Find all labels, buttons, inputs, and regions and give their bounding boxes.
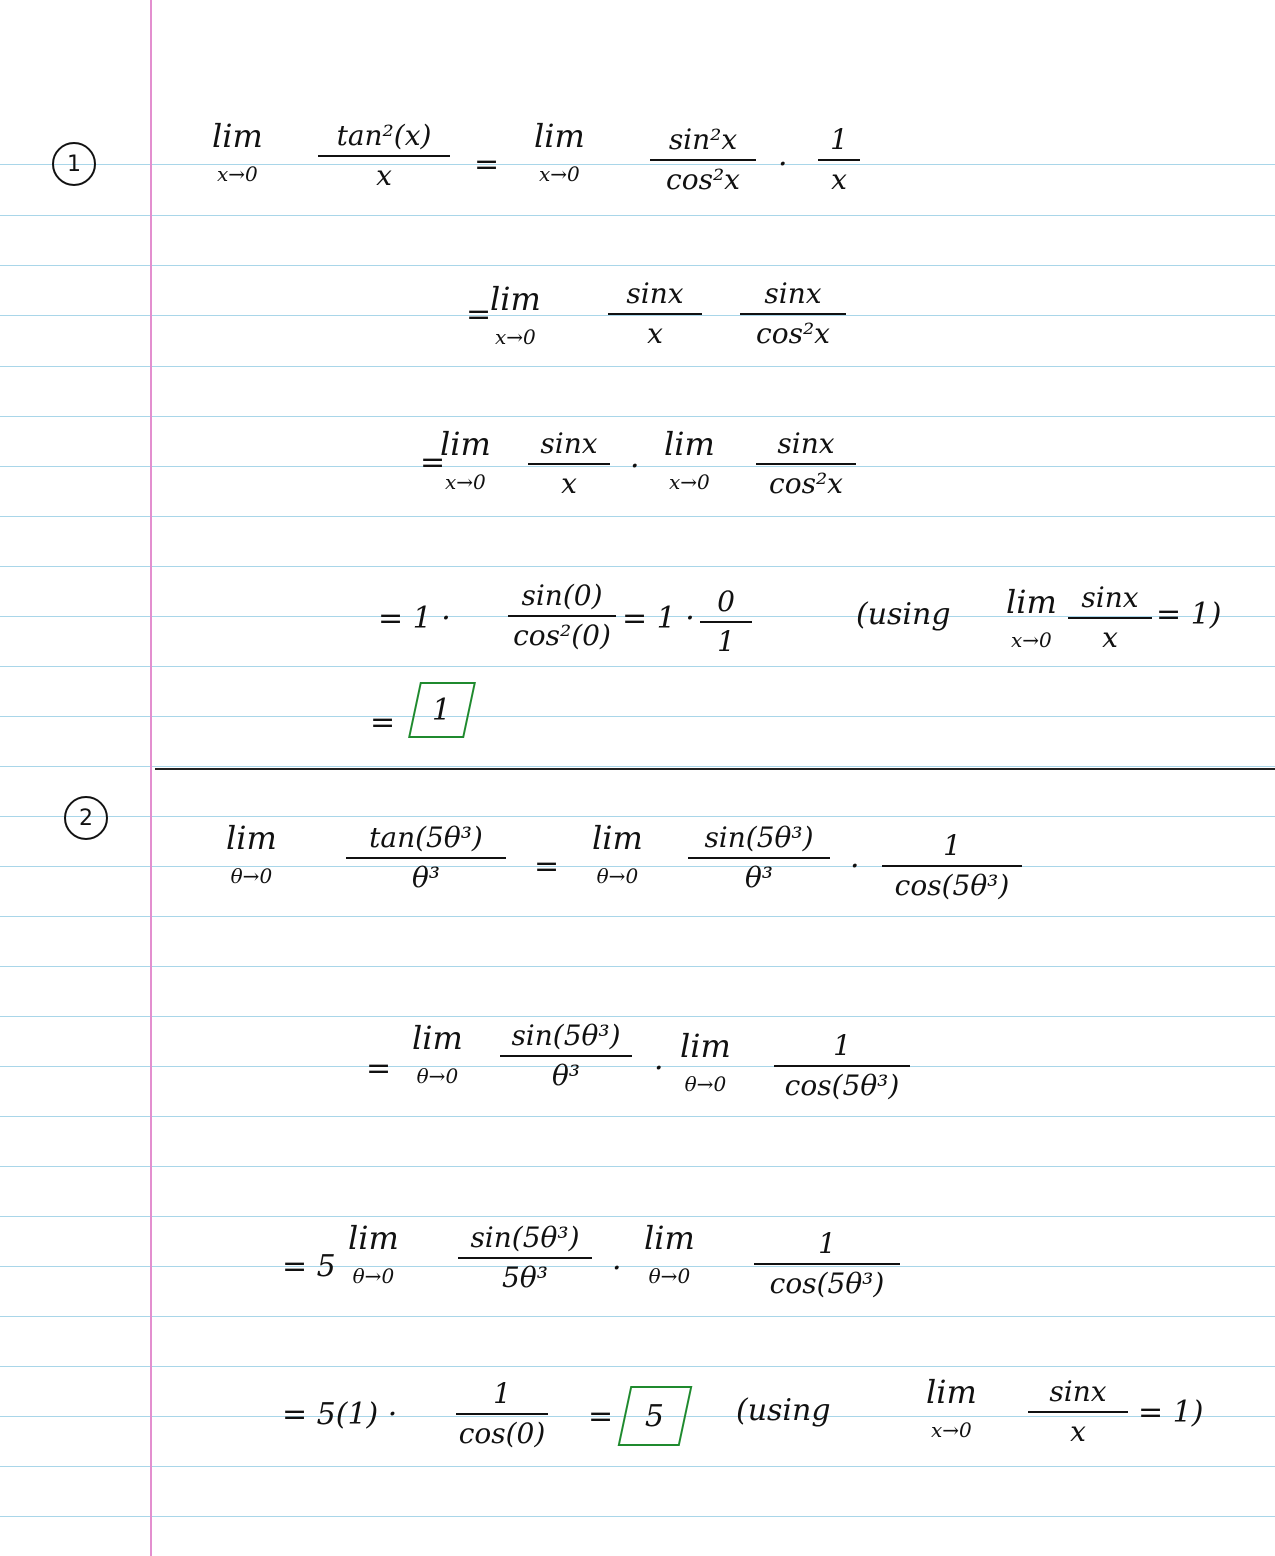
denominator: x xyxy=(831,163,847,197)
fraction-bar xyxy=(1028,1411,1128,1413)
lim-word: lim xyxy=(926,1373,977,1411)
numerator: sin(5θ³) xyxy=(704,821,814,854)
denominator: cos²(0) xyxy=(513,619,611,653)
answer-value: 5 xyxy=(645,1398,665,1434)
p2-l1-fraction xyxy=(346,822,506,894)
ruled-line xyxy=(0,966,1275,967)
lim-subscript: x→0 xyxy=(495,325,536,349)
ruled-line xyxy=(0,566,1275,567)
p2-l4-fraction xyxy=(456,1378,548,1450)
denominator: x xyxy=(1070,1415,1086,1449)
equals-sign: = xyxy=(420,445,446,480)
problem-1-number: 1 xyxy=(52,142,96,186)
p2-l2-lim xyxy=(412,1019,463,1088)
p1-l1-fraction3 xyxy=(818,124,860,196)
numerator: 1 xyxy=(493,1377,511,1410)
note-fraction xyxy=(1028,1376,1128,1448)
numerator: sinx xyxy=(1049,1375,1107,1408)
p1-l3-lim2 xyxy=(664,425,715,494)
fraction-bar xyxy=(346,857,506,859)
lim-word: lim xyxy=(664,425,715,463)
margin-line xyxy=(150,0,152,1556)
fraction-bar xyxy=(688,857,830,859)
numerator: tan(5θ³) xyxy=(369,821,483,854)
p2-l1-lim2 xyxy=(592,819,643,888)
ruled-line xyxy=(0,716,1275,717)
dot: · xyxy=(778,147,788,182)
ruled-line xyxy=(0,164,1275,165)
lim-subscript: x→0 xyxy=(539,162,580,186)
denominator: x xyxy=(1102,621,1118,655)
numerator: 1 xyxy=(833,1029,851,1062)
denominator: x xyxy=(647,317,663,351)
ruled-line xyxy=(0,265,1275,266)
ruled-line xyxy=(0,666,1275,667)
fraction-bar xyxy=(818,159,860,161)
note-lim xyxy=(1006,583,1057,652)
fraction-bar xyxy=(608,313,702,315)
lim-word: lim xyxy=(644,1219,695,1257)
ruled-line xyxy=(0,1216,1275,1217)
ruled-line xyxy=(0,766,1275,767)
numerator: sin(5θ³) xyxy=(511,1019,621,1052)
ruled-line xyxy=(0,416,1275,417)
note-fraction xyxy=(1068,582,1152,654)
numerator: 1 xyxy=(943,829,961,862)
numerator: sinx xyxy=(626,277,684,310)
note-open: (using xyxy=(856,597,951,632)
ruled-line xyxy=(0,215,1275,216)
equals-sign: = xyxy=(474,147,500,182)
denominator: cos(5θ³) xyxy=(784,1069,900,1103)
equals-one-dot: = 1 · xyxy=(622,601,695,636)
denominator: cos²x xyxy=(769,467,843,501)
equals-one-dot: = 1 · xyxy=(378,601,451,636)
fraction-bar xyxy=(528,463,610,465)
denominator: x xyxy=(561,467,577,501)
ruled-line xyxy=(0,916,1275,917)
lim-subscript: θ→0 xyxy=(648,1264,691,1288)
note-open: (using xyxy=(736,1393,831,1428)
p1-l3-fraction xyxy=(528,428,610,500)
ruled-line xyxy=(0,1116,1275,1117)
ruled-line xyxy=(0,1016,1275,1017)
ruled-line xyxy=(0,1166,1275,1167)
p1-l2-fraction2 xyxy=(740,278,846,350)
p1-l4-fraction xyxy=(508,580,616,652)
ruled-line xyxy=(0,1266,1275,1267)
p1-l1-lim xyxy=(212,117,263,186)
lim-word: lim xyxy=(440,425,491,463)
numerator: sin(5θ³) xyxy=(470,1221,580,1254)
denominator: 1 xyxy=(717,625,735,659)
fraction-bar xyxy=(500,1055,632,1057)
lim-subscript: θ→0 xyxy=(230,864,273,888)
denominator: x xyxy=(376,159,392,193)
lim-word: lim xyxy=(490,280,541,318)
fraction-bar xyxy=(650,159,756,161)
lim-word: lim xyxy=(212,117,263,155)
lim-word: lim xyxy=(412,1019,463,1057)
note-close: = 1) xyxy=(1156,597,1222,632)
lim-subscript: x→0 xyxy=(445,470,486,494)
dot: · xyxy=(630,449,640,484)
p2-l3-fraction xyxy=(458,1222,592,1294)
ruled-line xyxy=(0,1316,1275,1317)
p2-l1-fraction3 xyxy=(882,830,1022,902)
fraction-bar xyxy=(774,1065,910,1067)
denominator: cos²x xyxy=(666,163,740,197)
dot: · xyxy=(654,1051,664,1086)
p1-l1-fraction xyxy=(318,120,450,192)
ruled-line xyxy=(0,1516,1275,1517)
p2-l2-fraction xyxy=(500,1020,632,1092)
fraction-bar xyxy=(740,313,846,315)
dot: · xyxy=(612,1251,622,1286)
ruled-line xyxy=(0,1366,1275,1367)
p2-l1-lim xyxy=(226,819,277,888)
equals-sign: = xyxy=(534,849,560,884)
denominator: θ³ xyxy=(551,1059,581,1093)
p2-l3-lim2 xyxy=(644,1219,695,1288)
numerator: 0 xyxy=(717,585,735,618)
equals-five: = 5 xyxy=(282,1249,336,1284)
fraction-bar xyxy=(1068,617,1152,619)
p1-l1-lim2 xyxy=(534,117,585,186)
denominator: 5θ³ xyxy=(502,1261,548,1295)
numerator: 1 xyxy=(830,123,848,156)
lim-subscript: x→0 xyxy=(1011,628,1052,652)
numerator: tan²(x) xyxy=(336,119,432,152)
numerator: 1 xyxy=(818,1227,836,1260)
equals-sign: = xyxy=(366,1051,392,1086)
p2-l3-fraction2 xyxy=(754,1228,900,1300)
numerator: sin²x xyxy=(668,123,738,156)
fraction-bar xyxy=(700,621,752,623)
p1-l4-fraction2 xyxy=(700,586,752,658)
equals-sign: = xyxy=(588,1399,614,1434)
answer-box xyxy=(618,1386,693,1446)
numerator: sinx xyxy=(777,427,835,460)
denominator: θ³ xyxy=(744,861,774,895)
denominator: θ³ xyxy=(411,861,441,895)
lim-word: lim xyxy=(348,1219,399,1257)
answer-box xyxy=(408,682,476,738)
fraction-bar xyxy=(756,463,856,465)
ruled-line xyxy=(0,516,1275,517)
fraction-bar xyxy=(882,865,1022,867)
equals-sign: = xyxy=(370,705,396,740)
p2-l3-lim xyxy=(348,1219,399,1288)
numerator: sinx xyxy=(540,427,598,460)
p1-l3-lim xyxy=(440,425,491,494)
fraction-bar xyxy=(754,1263,900,1265)
numerator: sinx xyxy=(764,277,822,310)
fraction-bar xyxy=(508,615,616,617)
lim-word: lim xyxy=(592,819,643,857)
p2-l2-lim2 xyxy=(680,1027,731,1096)
ruled-line xyxy=(0,816,1275,817)
lim-word: lim xyxy=(680,1027,731,1065)
equals-five-dot: = 5(1) · xyxy=(282,1397,398,1432)
answer-value: 1 xyxy=(432,692,452,728)
lim-subscript: x→0 xyxy=(931,1418,972,1442)
lim-subscript: θ→0 xyxy=(684,1072,727,1096)
denominator: cos(0) xyxy=(458,1417,546,1451)
lim-word: lim xyxy=(534,117,585,155)
section-divider xyxy=(155,768,1275,770)
dot: · xyxy=(850,849,860,884)
ruled-line xyxy=(0,1466,1275,1467)
ruled-line xyxy=(0,1066,1275,1067)
lim-subscript: θ→0 xyxy=(352,1264,395,1288)
denominator: cos(5θ³) xyxy=(769,1267,885,1301)
numerator: sinx xyxy=(1081,581,1139,614)
note-close: = 1) xyxy=(1138,1395,1204,1430)
lim-subscript: x→0 xyxy=(217,162,258,186)
p2-l2-fraction2 xyxy=(774,1030,910,1102)
fraction-bar xyxy=(456,1413,548,1415)
note-lim xyxy=(926,1373,977,1442)
p2-l1-fraction2 xyxy=(688,822,830,894)
lim-word: lim xyxy=(226,819,277,857)
numerator: sin(0) xyxy=(521,579,603,612)
p1-l2-lim xyxy=(490,280,541,349)
p1-l2-fraction xyxy=(608,278,702,350)
lim-subscript: x→0 xyxy=(669,470,710,494)
equals-sign: = xyxy=(466,297,492,332)
lim-word: lim xyxy=(1006,583,1057,621)
denominator: cos²x xyxy=(756,317,830,351)
problem-2-number: 2 xyxy=(64,796,108,840)
ruled-line xyxy=(0,366,1275,367)
fraction-bar xyxy=(318,155,450,157)
fraction-bar xyxy=(458,1257,592,1259)
lim-subscript: θ→0 xyxy=(596,864,639,888)
denominator: cos(5θ³) xyxy=(894,869,1010,903)
lim-subscript: θ→0 xyxy=(416,1064,459,1088)
p1-l1-fraction2 xyxy=(650,124,756,196)
p1-l3-fraction2 xyxy=(756,428,856,500)
